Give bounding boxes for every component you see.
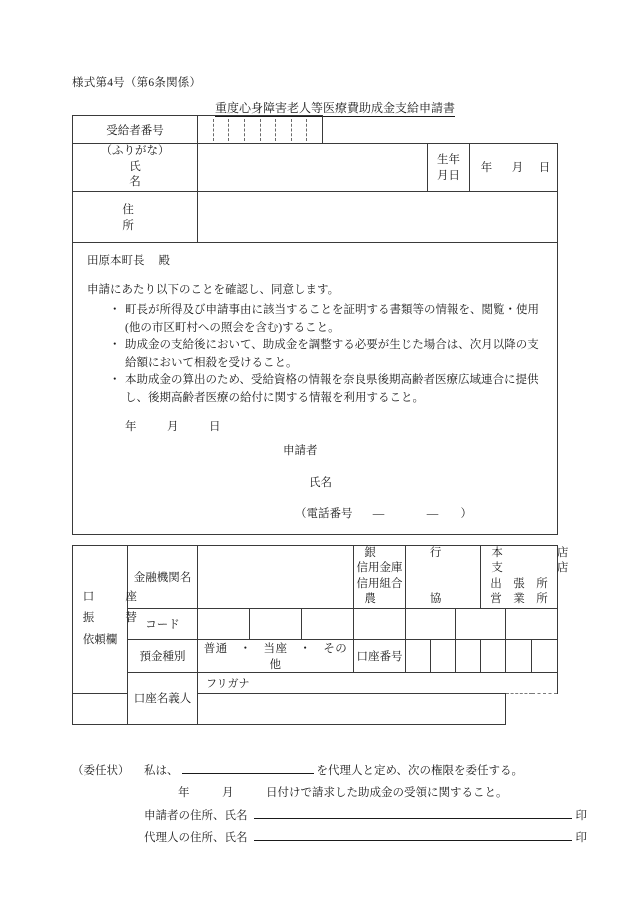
delegation-applicant-label: 申請者の住所、氏名 <box>144 809 248 822</box>
branch-kind-business-office: 営 業 所 <box>490 593 548 606</box>
addressee-name: 田原本町長 <box>87 254 145 267</box>
delegation-line-1 <box>72 760 564 782</box>
page-title <box>0 99 630 116</box>
code-digit-cell[interactable] <box>456 608 506 639</box>
telephone-label: （電話番号 <box>295 508 353 521</box>
institution-name-input[interactable] <box>198 546 354 609</box>
delegate-name-input[interactable] <box>182 773 314 774</box>
page-title-text: 重度心身障害老人等医療費助成金支給申請書 <box>214 101 455 115</box>
recipient-digit-cell[interactable] <box>292 119 308 141</box>
table-row-account-holder <box>73 672 558 693</box>
recipient-digit-cell[interactable] <box>261 119 277 141</box>
account-number-label: 口座番号 <box>354 639 406 672</box>
address-label: 住 所 <box>73 191 198 242</box>
institution-kind-nokyo: 農 協 <box>364 593 452 606</box>
delegation-line-2 <box>72 782 564 804</box>
list-item: ・ 助成金の支給後において、助成金を調整する必要が生じた場合は、次月以降の支給額において相殺を受けること。 <box>111 337 545 372</box>
list-item: ・ 本助成金の算出のため、受給資格の情報を奈良県後期高齢者医療広域連合に提供し、後期高齢者医療の給付に関する情報を利用すること。 <box>111 372 545 407</box>
institution-name-label: 金融機関名 <box>128 546 198 609</box>
delegation-agent-label: 代理人の住所、氏名 <box>144 832 248 845</box>
spacer-cell <box>323 116 428 144</box>
delegation-agent-row <box>72 827 587 849</box>
telephone-row[interactable] <box>87 506 545 524</box>
table-row-deposit-type <box>73 639 558 672</box>
branch-kind-sub-branch: 出 張 所 <box>490 577 548 590</box>
code-digit-cell[interactable] <box>354 608 406 639</box>
side-label-line-3: 依頼欄 <box>82 634 118 647</box>
list-item: ・ 町長が所得及び申請事由に該当することを証明する書類等の情報を、閲覧・使用(他の市区町村への照会を含む)すること。 <box>111 302 545 337</box>
deposit-type-options[interactable]: 普通 ・ 当座 ・ その他 <box>198 639 354 672</box>
delegation-applicant-seal: 印 <box>575 809 587 822</box>
code-digit-cell[interactable] <box>406 608 456 639</box>
name-label-cell <box>73 144 231 192</box>
telephone-dash-1: — <box>372 508 385 521</box>
birth-month-unit: 月 <box>511 162 524 175</box>
signature-date-row[interactable] <box>87 419 545 437</box>
birth-year-unit: 年 <box>480 162 493 175</box>
account-digit-cell[interactable] <box>406 639 431 672</box>
branch-kind-head-office: 本 店 <box>491 547 579 559</box>
delegation-section <box>72 760 587 850</box>
account-digit-cell[interactable] <box>481 639 506 672</box>
delegation-agent-seal: 印 <box>575 832 587 845</box>
addressee-honorific: 殿 <box>158 254 170 267</box>
side-label-line-2: 振 替 <box>82 612 147 625</box>
date-year-unit: 年 <box>125 420 137 433</box>
delegation-applicant-input[interactable] <box>254 818 572 819</box>
account-digit-cell[interactable] <box>456 639 481 672</box>
table-row-address <box>73 191 558 242</box>
telephone-dash-2: — <box>426 508 439 521</box>
birth-day-unit: 日 <box>538 162 551 175</box>
code-digit-cell[interactable] <box>506 608 558 639</box>
bank-transfer-table: 􏰀 口 座 振 替 依頼欄 金融機関名 銀 行 信用金庫 信用組合 農 協 本 店 支 店 出 張 所 営 業 所 コード 預金種別 普通 ・ 当座 ・ その他 口座番号 口座名義人 フリガナ <box>72 527 557 725</box>
delegation-month-unit: 月 <box>222 787 234 800</box>
deposit-type-label: 預金種別 <box>128 639 198 672</box>
account-holder-label: 口座名義人 <box>128 672 198 724</box>
recipient-digit-cell[interactable] <box>307 119 322 141</box>
name-label: 氏 名 <box>129 160 231 189</box>
consent-intro: 申請にあたり以下のことを確認し、同意します。 <box>87 284 340 297</box>
account-holder-furigana-label: フリガナ <box>198 672 558 693</box>
code-digit-cell[interactable] <box>198 608 250 639</box>
code-digit-cell[interactable] <box>250 608 302 639</box>
account-digit-cell[interactable] <box>532 639 558 672</box>
table-row-name <box>73 144 558 192</box>
form-number-label: 様式第4号（第6条関係） <box>72 77 202 89</box>
applicant-name-label[interactable]: 氏名 <box>309 476 332 489</box>
table-row-recipient-number <box>73 116 558 144</box>
recipient-digit-cell[interactable] <box>276 119 292 141</box>
institution-kind-shinkumi: 信用組合 <box>356 577 403 590</box>
recipient-digit-cell[interactable] <box>245 119 261 141</box>
date-month-unit: 月 <box>167 420 179 433</box>
delegation-year-unit: 年 <box>178 787 190 800</box>
applicant-info-table <box>72 115 557 535</box>
consent-body <box>73 242 558 535</box>
delegation-suffix: を代理人と定め、次の権限を委任する。 <box>316 765 524 777</box>
birth-label-line1: 生年 <box>437 154 460 167</box>
delegation-applicant-row <box>72 805 587 827</box>
date-day-unit: 日 <box>209 420 221 433</box>
branch-kind-options[interactable] <box>481 546 579 609</box>
recipient-digit-cell[interactable] <box>214 119 230 141</box>
side-label-line-1: 口 座 <box>82 590 147 603</box>
delegation-agent-input[interactable] <box>254 840 572 841</box>
recipient-number-input[interactable] <box>198 116 323 144</box>
code-digit-cell[interactable] <box>302 608 354 639</box>
birth-label-line2: 月日 <box>437 170 460 183</box>
delegation-line2-text: 日付けで請求した助成金の受領に関すること。 <box>266 787 508 800</box>
applicant-label: 申請者 <box>283 444 318 457</box>
recipient-digit-cell[interactable] <box>198 119 214 141</box>
recipient-digit-cell[interactable] <box>229 119 245 141</box>
delegation-title: （委任状） <box>72 765 130 777</box>
delegation-prefix: 私は、 <box>144 765 179 777</box>
address-input[interactable] <box>198 191 558 242</box>
code-label: コード <box>128 608 198 639</box>
birth-date-label-cell <box>428 144 470 192</box>
institution-kind-options[interactable] <box>354 546 452 609</box>
account-digit-cell[interactable] <box>431 639 456 672</box>
spacer-cell <box>428 116 470 144</box>
table-row-institution <box>73 546 558 609</box>
table-row-consent <box>73 242 558 535</box>
branch-kind-branch: 支 店 <box>491 562 579 575</box>
institution-kind-shinkin: 信用金庫 <box>356 562 403 575</box>
spacer-cell <box>470 116 558 144</box>
name-input[interactable] <box>198 144 428 192</box>
furigana-label: （ふりがな） <box>100 145 170 157</box>
institution-kind-bank: 銀 行 <box>364 547 452 559</box>
birth-date-input[interactable] <box>470 144 558 192</box>
bank-section-side-label <box>73 546 147 694</box>
addressee-line <box>87 253 545 271</box>
consent-item-list <box>87 302 545 407</box>
telephone-close-paren: ） <box>460 508 472 521</box>
recipient-number-label: 受給者番号 <box>73 116 198 144</box>
account-digit-cell[interactable] <box>506 639 532 672</box>
